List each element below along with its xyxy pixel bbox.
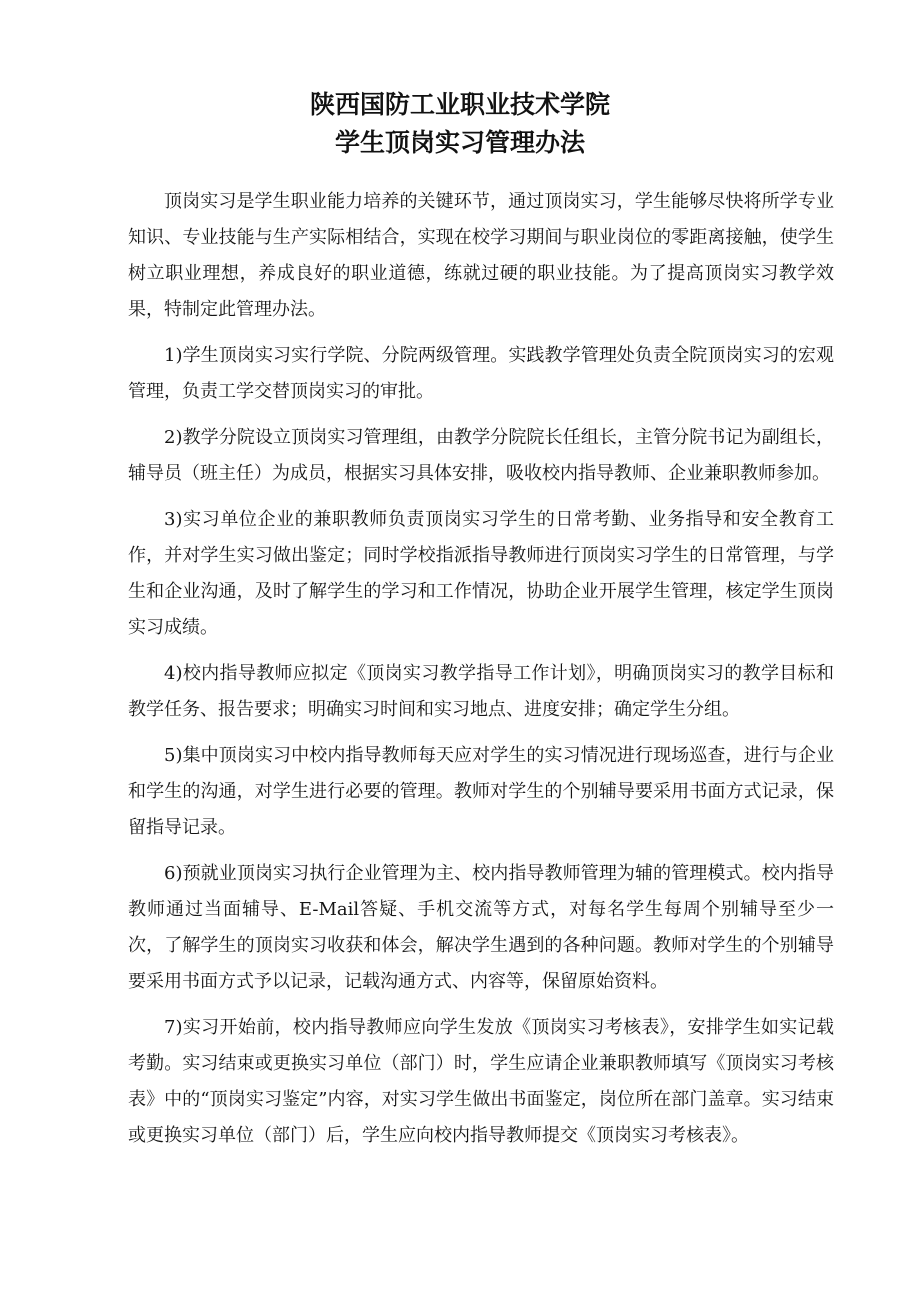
rule-paragraph-7: 7)实习开始前，校内指导教师应向学生发放《顶岗实习考核表》，安排学生如实记载考勤。实习结束或更换实习单位（部门）时，学生应请企业兼职教师填写《顶岗实习考核表》中的“顶岗实习鉴定”内容，对实习学生做出书面鉴定，岗位所在部门盖章。实习结束或更换实习单位（部门）后，学生应向校内指导教师提交《顶岗实习考核表》。 [128, 1017, 834, 1146]
rule-paragraph-3: 3)实习单位企业的兼职教师负责顶岗实习学生的日常考勤、业务指导和安全教育工作，并对学生实习做出鉴定；同时学校指派指导教师进行顶岗实习学生的日常管理，与学生和企业沟通，及时了解学生的学习和工作情况，协助企业开展学生管理，核定学生顶岗实习成绩。 [128, 509, 834, 638]
title-line-institution: 陕西国防工业职业技术学院 [309, 90, 610, 119]
rule-paragraph-6: 6)预就业顶岗实习执行企业管理为主、校内指导教师管理为辅的管理模式。校内指导教师通过当面辅导、E-Mail答疑、手机交流等方式，对每名学生每周个别辅导至少一次，了解学生的顶岗实习收获和体会，解决学生遇到的各种问题。教师对学生的个别辅导要采用书面方式予以记录，记载沟通方式、内容等，保留原始资料。 [128, 863, 834, 992]
rule-paragraph-2: 2)教学分院设立顶岗实习管理组，由教学分院院长任组长，主管分院书记为副组长，辅导员（班主任）为成员，根据实习具体安排，吸收校内指导教师、企业兼职教师参加。 [128, 427, 834, 484]
document-body [128, 184, 834, 1164]
intro-paragraph: 顶岗实习是学生职业能力培养的关键环节，通过顶岗实习，学生能够尽快将所学专业知识、专业技能与生产实际相结合，实现在校学习期间与职业岗位的零距离接触，使学生树立职业理想，养成良好的职业道德，练就过硬的职业技能。为了提高顶岗实习教学效果，特制定此管理办法。 [128, 191, 834, 320]
rule-paragraph-1: 1)学生顶岗实习实行学院、分院两级管理。实践教学管理处负责全院顶岗实习的宏观管理，负责工学交替顶岗实习的审批。 [128, 345, 834, 402]
rule-paragraph-4: 4)校内指导教师应拟定《顶岗实习教学指导工作计划》，明确顶岗实习的教学目标和教学任务、报告要求；明确实习时间和实习地点、进度安排；确定学生分组。 [128, 663, 834, 720]
title-line-subject: 学生顶岗实习管理办法 [334, 128, 585, 157]
rule-paragraph-5: 5)集中顶岗实习中校内指导教师每天应对学生的实习情况进行现场巡查，进行与企业和学生的沟通，对学生进行必要的管理。教师对学生的个别辅导要采用书面方式记录，保留指导记录。 [128, 745, 834, 838]
document-title [0, 86, 920, 162]
